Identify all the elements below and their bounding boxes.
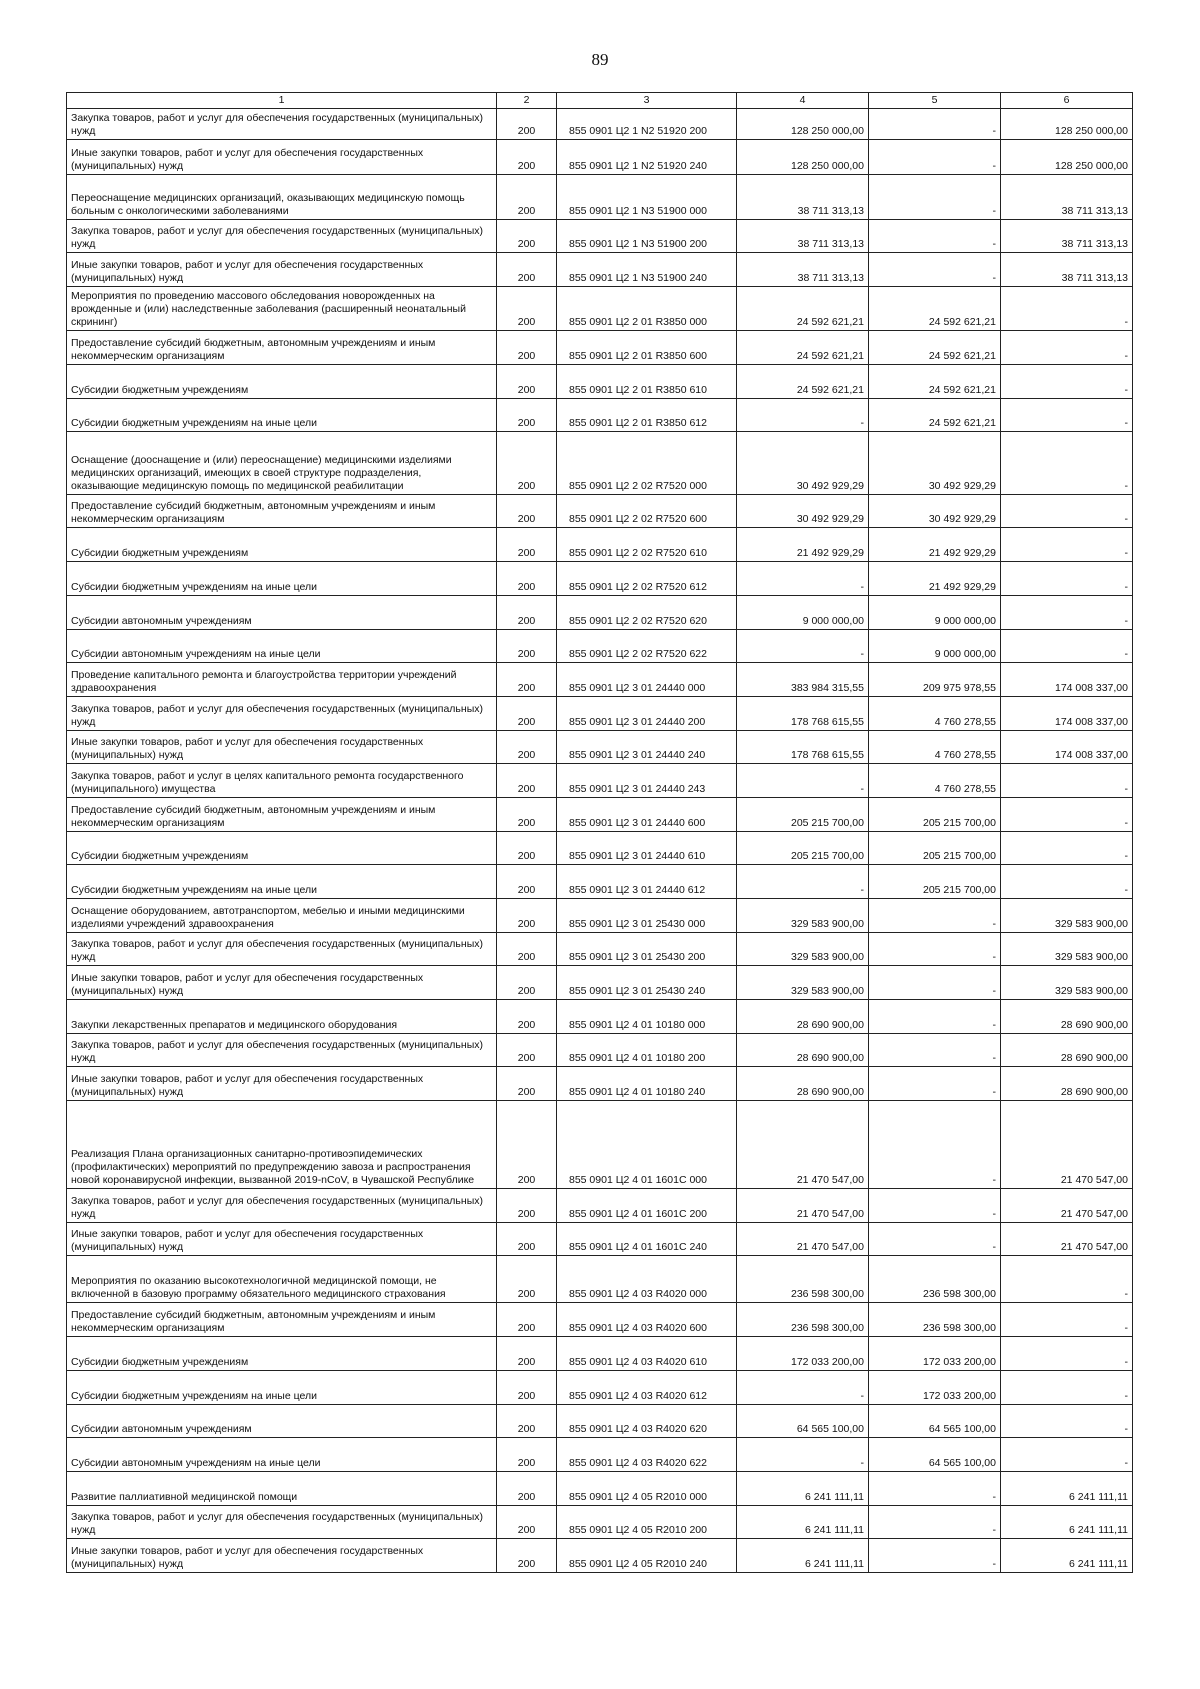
chapter-code: 200 <box>497 1371 557 1405</box>
table-row <box>67 798 1133 832</box>
item-name: Субсидии автономным учреждениям <box>67 1405 497 1438</box>
column-number: 4 <box>737 93 869 109</box>
classification-code: 855 0901 Ц2 3 01 24440 240 <box>557 731 737 764</box>
amount-republican: - <box>1001 495 1133 528</box>
item-name: Иные закупки товаров, работ и услуг для обеспечения государственных (муниципальных) нужд <box>67 1539 497 1573</box>
classification-code: 855 0901 Ц2 4 05 R2010 000 <box>557 1472 737 1506</box>
amount-republican: - <box>1001 528 1133 562</box>
table-row <box>67 109 1133 140</box>
classification-code: 855 0901 Ц2 1 N2 51920 240 <box>557 140 737 175</box>
chapter-code: 200 <box>497 1438 557 1472</box>
column-number: 3 <box>557 93 737 109</box>
classification-code: 855 0901 Ц2 3 01 24440 000 <box>557 663 737 697</box>
amount-federal: 236 598 300,00 <box>869 1303 1001 1337</box>
chapter-code: 200 <box>497 1405 557 1438</box>
amount-federal: - <box>869 899 1001 933</box>
chapter-code: 200 <box>497 253 557 287</box>
amount-total: 28 690 900,00 <box>737 1034 869 1067</box>
amount-republican: - <box>1001 365 1133 399</box>
table-row <box>67 1438 1133 1472</box>
amount-total: 9 000 000,00 <box>737 596 869 630</box>
amount-total: 24 592 621,21 <box>737 331 869 365</box>
chapter-code: 200 <box>497 175 557 220</box>
amount-total: 6 241 111,11 <box>737 1506 869 1539</box>
item-name: Закупка товаров, работ и услуг в целях капитального ремонта государственного (муниципального) имущества <box>67 764 497 798</box>
column-number: 5 <box>869 93 1001 109</box>
amount-total: 21 470 547,00 <box>737 1189 869 1223</box>
amount-total: 236 598 300,00 <box>737 1256 869 1303</box>
amount-republican: 21 470 547,00 <box>1001 1223 1133 1256</box>
amount-republican: 174 008 337,00 <box>1001 731 1133 764</box>
chapter-code: 200 <box>497 832 557 865</box>
amount-total: 64 565 100,00 <box>737 1405 869 1438</box>
amount-republican: - <box>1001 1256 1133 1303</box>
amount-federal: 236 598 300,00 <box>869 1256 1001 1303</box>
chapter-code: 200 <box>497 1067 557 1101</box>
amount-total: 205 215 700,00 <box>737 832 869 865</box>
amount-republican: 21 470 547,00 <box>1001 1101 1133 1189</box>
chapter-code: 200 <box>497 399 557 432</box>
chapter-code: 200 <box>497 140 557 175</box>
item-name: Мероприятия по проведению массового обследования новорожденных на врожденные и (или) наследственные заболевания (расширенный неонатальный скрининг) <box>67 287 497 331</box>
amount-republican: 21 470 547,00 <box>1001 1189 1133 1223</box>
amount-federal: 24 592 621,21 <box>869 287 1001 331</box>
amount-federal: 205 215 700,00 <box>869 798 1001 832</box>
classification-code: 855 0901 Ц2 3 01 24440 200 <box>557 697 737 731</box>
amount-total: 24 592 621,21 <box>737 365 869 399</box>
item-name: Субсидии автономным учреждениям <box>67 596 497 630</box>
amount-federal: 30 492 929,29 <box>869 495 1001 528</box>
amount-total: 28 690 900,00 <box>737 1000 869 1034</box>
amount-total: - <box>737 865 869 899</box>
item-name: Закупка товаров, работ и услуг для обеспечения государственных (муниципальных) нужд <box>67 220 497 253</box>
classification-code: 855 0901 Ц2 4 01 10180 240 <box>557 1067 737 1101</box>
amount-total: 24 592 621,21 <box>737 287 869 331</box>
classification-code: 855 0901 Ц2 2 02 R7520 000 <box>557 432 737 495</box>
budget-table <box>66 92 1133 1573</box>
amount-republican: 329 583 900,00 <box>1001 933 1133 966</box>
amount-republican: 174 008 337,00 <box>1001 663 1133 697</box>
item-name: Закупка товаров, работ и услуг для обеспечения государственных (муниципальных) нужд <box>67 1189 497 1223</box>
item-name: Предоставление субсидий бюджетным, автономным учреждениям и иным некоммерческим организациям <box>67 495 497 528</box>
amount-republican: - <box>1001 630 1133 663</box>
item-name: Иные закупки товаров, работ и услуг для обеспечения государственных (муниципальных) нужд <box>67 966 497 1000</box>
amount-federal: 21 492 929,29 <box>869 528 1001 562</box>
amount-republican: - <box>1001 399 1133 432</box>
table-row <box>67 1256 1133 1303</box>
amount-federal: 24 592 621,21 <box>869 331 1001 365</box>
table-row <box>67 1337 1133 1371</box>
amount-republican: 28 690 900,00 <box>1001 1000 1133 1034</box>
amount-total: - <box>737 562 869 596</box>
table-row <box>67 1472 1133 1506</box>
chapter-code: 200 <box>497 630 557 663</box>
chapter-code: 200 <box>497 596 557 630</box>
amount-federal: - <box>869 1539 1001 1573</box>
classification-code: 855 0901 Ц2 1 N2 51920 200 <box>557 109 737 140</box>
amount-federal: 9 000 000,00 <box>869 630 1001 663</box>
amount-federal: - <box>869 1034 1001 1067</box>
amount-federal: 205 215 700,00 <box>869 832 1001 865</box>
chapter-code: 200 <box>497 1101 557 1189</box>
classification-code: 855 0901 Ц2 1 N3 51900 200 <box>557 220 737 253</box>
table-row <box>67 140 1133 175</box>
table-row <box>67 832 1133 865</box>
item-name: Иные закупки товаров, работ и услуг для обеспечения государственных (муниципальных) нужд <box>67 731 497 764</box>
amount-republican: 28 690 900,00 <box>1001 1034 1133 1067</box>
amount-federal: - <box>869 1101 1001 1189</box>
column-number: 6 <box>1001 93 1133 109</box>
amount-total: - <box>737 399 869 432</box>
amount-federal: - <box>869 1472 1001 1506</box>
classification-code: 855 0901 Ц2 4 03 R4020 612 <box>557 1371 737 1405</box>
amount-republican: - <box>1001 865 1133 899</box>
amount-total: - <box>737 1371 869 1405</box>
item-name: Оснащение (дооснащение и (или) переоснащение) медицинскими изделиями медицинских организаций, имеющих в своей структуре подразделения, оказывающие медицинскую помощь по медицинской реабилитации <box>67 432 497 495</box>
table-row <box>67 287 1133 331</box>
classification-code: 855 0901 Ц2 3 01 25430 000 <box>557 899 737 933</box>
classification-code: 855 0901 Ц2 1 N3 51900 000 <box>557 175 737 220</box>
amount-republican: 174 008 337,00 <box>1001 697 1133 731</box>
amount-republican: - <box>1001 562 1133 596</box>
chapter-code: 200 <box>497 1337 557 1371</box>
chapter-code: 200 <box>497 562 557 596</box>
amount-federal: 64 565 100,00 <box>869 1438 1001 1472</box>
table-row <box>67 331 1133 365</box>
classification-code: 855 0901 Ц2 2 02 R7520 620 <box>557 596 737 630</box>
amount-federal: 172 033 200,00 <box>869 1337 1001 1371</box>
classification-code: 855 0901 Ц2 4 03 R4020 000 <box>557 1256 737 1303</box>
classification-code: 855 0901 Ц2 3 01 24440 612 <box>557 865 737 899</box>
item-name: Мероприятия по оказанию высокотехнологичной медицинской помощи, не включенной в базовую программу обязательного медицинского страхования <box>67 1256 497 1303</box>
amount-federal: 21 492 929,29 <box>869 562 1001 596</box>
amount-total: 21 470 547,00 <box>737 1101 869 1189</box>
amount-total: 236 598 300,00 <box>737 1303 869 1337</box>
table-row <box>67 495 1133 528</box>
classification-code: 855 0901 Ц2 3 01 24440 600 <box>557 798 737 832</box>
classification-code: 855 0901 Ц2 2 02 R7520 600 <box>557 495 737 528</box>
amount-republican: - <box>1001 1303 1133 1337</box>
table-row <box>67 562 1133 596</box>
chapter-code: 200 <box>497 966 557 1000</box>
amount-total: - <box>737 764 869 798</box>
amount-total: - <box>737 1438 869 1472</box>
item-name: Иные закупки товаров, работ и услуг для обеспечения государственных (муниципальных) нужд <box>67 253 497 287</box>
amount-federal: 9 000 000,00 <box>869 596 1001 630</box>
table-row <box>67 630 1133 663</box>
item-name: Субсидии бюджетным учреждениям <box>67 528 497 562</box>
amount-federal: - <box>869 1223 1001 1256</box>
amount-federal: - <box>869 140 1001 175</box>
item-name: Реализация Плана организационных санитарно-противоэпидемических (профилактических) мероприятий по предупреждению завоза и распространения новой коронавирусной инфекции, вызванной 2019-nCoV, в Чувашской Республике <box>67 1101 497 1189</box>
item-name: Иные закупки товаров, работ и услуг для обеспечения государственных (муниципальных) нужд <box>67 140 497 175</box>
item-name: Переоснащение медицинских организаций, оказывающих медицинскую помощь больным с онкологическими заболеваниями <box>67 175 497 220</box>
amount-total: 178 768 615,55 <box>737 697 869 731</box>
table-row <box>67 1189 1133 1223</box>
chapter-code: 200 <box>497 1034 557 1067</box>
amount-federal: - <box>869 220 1001 253</box>
item-name: Предоставление субсидий бюджетным, автономным учреждениям и иным некоммерческим организациям <box>67 798 497 832</box>
amount-total: 28 690 900,00 <box>737 1067 869 1101</box>
table-row <box>67 365 1133 399</box>
chapter-code: 200 <box>497 109 557 140</box>
item-name: Субсидии бюджетным учреждениям <box>67 365 497 399</box>
amount-republican: 128 250 000,00 <box>1001 140 1133 175</box>
amount-republican: 38 711 313,13 <box>1001 175 1133 220</box>
table-row <box>67 933 1133 966</box>
item-name: Субсидии автономным учреждениям на иные цели <box>67 630 497 663</box>
amount-federal: - <box>869 109 1001 140</box>
table-row <box>67 528 1133 562</box>
amount-federal: 4 760 278,55 <box>869 697 1001 731</box>
table-row <box>67 899 1133 933</box>
amount-republican: - <box>1001 1371 1133 1405</box>
amount-total: 329 583 900,00 <box>737 899 869 933</box>
item-name: Закупка товаров, работ и услуг для обеспечения государственных (муниципальных) нужд <box>67 933 497 966</box>
amount-republican: - <box>1001 832 1133 865</box>
amount-federal: 64 565 100,00 <box>869 1405 1001 1438</box>
amount-total: 205 215 700,00 <box>737 798 869 832</box>
table-row <box>67 1067 1133 1101</box>
classification-code: 855 0901 Ц2 4 03 R4020 600 <box>557 1303 737 1337</box>
column-number: 1 <box>67 93 497 109</box>
amount-republican: 6 241 111,11 <box>1001 1506 1133 1539</box>
item-name: Закупка товаров, работ и услуг для обеспечения государственных (муниципальных) нужд <box>67 109 497 140</box>
chapter-code: 200 <box>497 528 557 562</box>
table-row <box>67 1303 1133 1337</box>
classification-code: 855 0901 Ц2 3 01 24440 610 <box>557 832 737 865</box>
chapter-code: 200 <box>497 287 557 331</box>
chapter-code: 200 <box>497 1472 557 1506</box>
classification-code: 855 0901 Ц2 4 01 10180 000 <box>557 1000 737 1034</box>
classification-code: 855 0901 Ц2 4 01 1601С 000 <box>557 1101 737 1189</box>
amount-total: 329 583 900,00 <box>737 933 869 966</box>
classification-code: 855 0901 Ц2 3 01 25430 200 <box>557 933 737 966</box>
column-numbers-row <box>67 93 1133 109</box>
chapter-code: 200 <box>497 1303 557 1337</box>
item-name: Иные закупки товаров, работ и услуг для обеспечения государственных (муниципальных) нужд <box>67 1223 497 1256</box>
table-row <box>67 253 1133 287</box>
amount-total: 6 241 111,11 <box>737 1539 869 1573</box>
amount-republican: 329 583 900,00 <box>1001 899 1133 933</box>
item-name: Закупка товаров, работ и услуг для обеспечения государственных (муниципальных) нужд <box>67 697 497 731</box>
chapter-code: 200 <box>497 697 557 731</box>
item-name: Оснащение оборудованием, автотранспортом, мебелью и иными медицинскими изделиями учреждений здравоохранения <box>67 899 497 933</box>
amount-federal: - <box>869 1067 1001 1101</box>
chapter-code: 200 <box>497 663 557 697</box>
amount-total: 38 711 313,13 <box>737 220 869 253</box>
amount-federal: 30 492 929,29 <box>869 432 1001 495</box>
amount-federal: - <box>869 966 1001 1000</box>
amount-federal: 4 760 278,55 <box>869 731 1001 764</box>
table-row <box>67 1506 1133 1539</box>
amount-total: 21 470 547,00 <box>737 1223 869 1256</box>
table-row <box>67 1539 1133 1573</box>
chapter-code: 200 <box>497 495 557 528</box>
amount-republican: 38 711 313,13 <box>1001 253 1133 287</box>
item-name: Субсидии автономным учреждениям на иные цели <box>67 1438 497 1472</box>
chapter-code: 200 <box>497 933 557 966</box>
classification-code: 855 0901 Ц2 2 01 R3850 000 <box>557 287 737 331</box>
amount-federal: 172 033 200,00 <box>869 1371 1001 1405</box>
chapter-code: 200 <box>497 1223 557 1256</box>
amount-republican: 28 690 900,00 <box>1001 1067 1133 1101</box>
table-row <box>67 764 1133 798</box>
amount-republican: - <box>1001 1337 1133 1371</box>
table-row <box>67 1223 1133 1256</box>
classification-code: 855 0901 Ц2 3 01 24440 243 <box>557 764 737 798</box>
amount-federal: - <box>869 1000 1001 1034</box>
amount-republican: 6 241 111,11 <box>1001 1472 1133 1506</box>
item-name: Закупки лекарственных препаратов и медицинского оборудования <box>67 1000 497 1034</box>
classification-code: 855 0901 Ц2 2 02 R7520 622 <box>557 630 737 663</box>
amount-total: 30 492 929,29 <box>737 495 869 528</box>
amount-republican: - <box>1001 1438 1133 1472</box>
classification-code: 855 0901 Ц2 4 05 R2010 200 <box>557 1506 737 1539</box>
classification-code: 855 0901 Ц2 4 01 1601С 200 <box>557 1189 737 1223</box>
amount-total: 6 241 111,11 <box>737 1472 869 1506</box>
table-row <box>67 220 1133 253</box>
amount-total: - <box>737 630 869 663</box>
classification-code: 855 0901 Ц2 4 01 1601С 240 <box>557 1223 737 1256</box>
classification-code: 855 0901 Ц2 4 03 R4020 620 <box>557 1405 737 1438</box>
chapter-code: 200 <box>497 899 557 933</box>
amount-total: 178 768 615,55 <box>737 731 869 764</box>
classification-code: 855 0901 Ц2 2 01 R3850 610 <box>557 365 737 399</box>
chapter-code: 200 <box>497 764 557 798</box>
amount-federal: 209 975 978,55 <box>869 663 1001 697</box>
chapter-code: 200 <box>497 798 557 832</box>
amount-total: 30 492 929,29 <box>737 432 869 495</box>
amount-total: 128 250 000,00 <box>737 140 869 175</box>
item-name: Субсидии бюджетным учреждениям на иные цели <box>67 399 497 432</box>
chapter-code: 200 <box>497 331 557 365</box>
item-name: Предоставление субсидий бюджетным, автономным учреждениям и иным некоммерческим организациям <box>67 1303 497 1337</box>
item-name: Закупка товаров, работ и услуг для обеспечения государственных (муниципальных) нужд <box>67 1506 497 1539</box>
amount-federal: 4 760 278,55 <box>869 764 1001 798</box>
amount-total: 38 711 313,13 <box>737 175 869 220</box>
chapter-code: 200 <box>497 432 557 495</box>
classification-code: 855 0901 Ц2 4 03 R4020 622 <box>557 1438 737 1472</box>
item-name: Развитие паллиативной медицинской помощи <box>67 1472 497 1506</box>
table-row <box>67 399 1133 432</box>
table-row <box>67 1405 1133 1438</box>
amount-federal: - <box>869 1189 1001 1223</box>
amount-federal: 205 215 700,00 <box>869 865 1001 899</box>
item-name: Субсидии бюджетным учреждениям <box>67 1337 497 1371</box>
amount-federal: 24 592 621,21 <box>869 399 1001 432</box>
classification-code: 855 0901 Ц2 4 03 R4020 610 <box>557 1337 737 1371</box>
amount-republican: - <box>1001 432 1133 495</box>
amount-republican: - <box>1001 287 1133 331</box>
table-row <box>67 731 1133 764</box>
chapter-code: 200 <box>497 731 557 764</box>
classification-code: 855 0901 Ц2 3 01 25430 240 <box>557 966 737 1000</box>
table-row <box>67 432 1133 495</box>
classification-code: 855 0901 Ц2 1 N3 51900 240 <box>557 253 737 287</box>
table-row <box>67 966 1133 1000</box>
table-row <box>67 1000 1133 1034</box>
table-row <box>67 175 1133 220</box>
classification-code: 855 0901 Ц2 2 01 R3850 612 <box>557 399 737 432</box>
item-name: Закупка товаров, работ и услуг для обеспечения государственных (муниципальных) нужд <box>67 1034 497 1067</box>
amount-total: 383 984 315,55 <box>737 663 869 697</box>
column-number: 2 <box>497 93 557 109</box>
amount-total: 38 711 313,13 <box>737 253 869 287</box>
amount-republican: 128 250 000,00 <box>1001 109 1133 140</box>
amount-total: 128 250 000,00 <box>737 109 869 140</box>
amount-federal: - <box>869 933 1001 966</box>
chapter-code: 200 <box>497 865 557 899</box>
item-name: Субсидии бюджетным учреждениям <box>67 832 497 865</box>
item-name: Проведение капитального ремонта и благоустройства территории учреждений здравоохранения <box>67 663 497 697</box>
item-name: Субсидии бюджетным учреждениям на иные цели <box>67 865 497 899</box>
classification-code: 855 0901 Ц2 4 01 10180 200 <box>557 1034 737 1067</box>
chapter-code: 200 <box>497 1506 557 1539</box>
amount-republican: - <box>1001 798 1133 832</box>
chapter-code: 200 <box>497 220 557 253</box>
item-name: Иные закупки товаров, работ и услуг для обеспечения государственных (муниципальных) нужд <box>67 1067 497 1101</box>
classification-code: 855 0901 Ц2 2 01 R3850 600 <box>557 331 737 365</box>
classification-code: 855 0901 Ц2 4 05 R2010 240 <box>557 1539 737 1573</box>
classification-code: 855 0901 Ц2 2 02 R7520 610 <box>557 528 737 562</box>
amount-republican: 329 583 900,00 <box>1001 966 1133 1000</box>
amount-republican: - <box>1001 596 1133 630</box>
amount-total: 172 033 200,00 <box>737 1337 869 1371</box>
chapter-code: 200 <box>497 1256 557 1303</box>
table-row <box>67 596 1133 630</box>
chapter-code: 200 <box>497 365 557 399</box>
item-name: Субсидии бюджетным учреждениям на иные цели <box>67 562 497 596</box>
table-row <box>67 1371 1133 1405</box>
table-row <box>67 1034 1133 1067</box>
amount-total: 21 492 929,29 <box>737 528 869 562</box>
amount-federal: 24 592 621,21 <box>869 365 1001 399</box>
chapter-code: 200 <box>497 1000 557 1034</box>
table-row <box>67 1101 1133 1189</box>
amount-republican: - <box>1001 1405 1133 1438</box>
item-name: Предоставление субсидий бюджетным, автономным учреждениям и иным некоммерческим организациям <box>67 331 497 365</box>
amount-republican: 38 711 313,13 <box>1001 220 1133 253</box>
amount-federal: - <box>869 253 1001 287</box>
amount-republican: 6 241 111,11 <box>1001 1539 1133 1573</box>
amount-total: 329 583 900,00 <box>737 966 869 1000</box>
amount-federal: - <box>869 175 1001 220</box>
amount-federal: - <box>869 1506 1001 1539</box>
page-number: 89 <box>591 50 609 69</box>
amount-republican: - <box>1001 764 1133 798</box>
item-name: Субсидии бюджетным учреждениям на иные цели <box>67 1371 497 1405</box>
table-row <box>67 865 1133 899</box>
amount-republican: - <box>1001 331 1133 365</box>
table-row <box>67 663 1133 697</box>
classification-code: 855 0901 Ц2 2 02 R7520 612 <box>557 562 737 596</box>
chapter-code: 200 <box>497 1539 557 1573</box>
table-row <box>67 697 1133 731</box>
chapter-code: 200 <box>497 1189 557 1223</box>
